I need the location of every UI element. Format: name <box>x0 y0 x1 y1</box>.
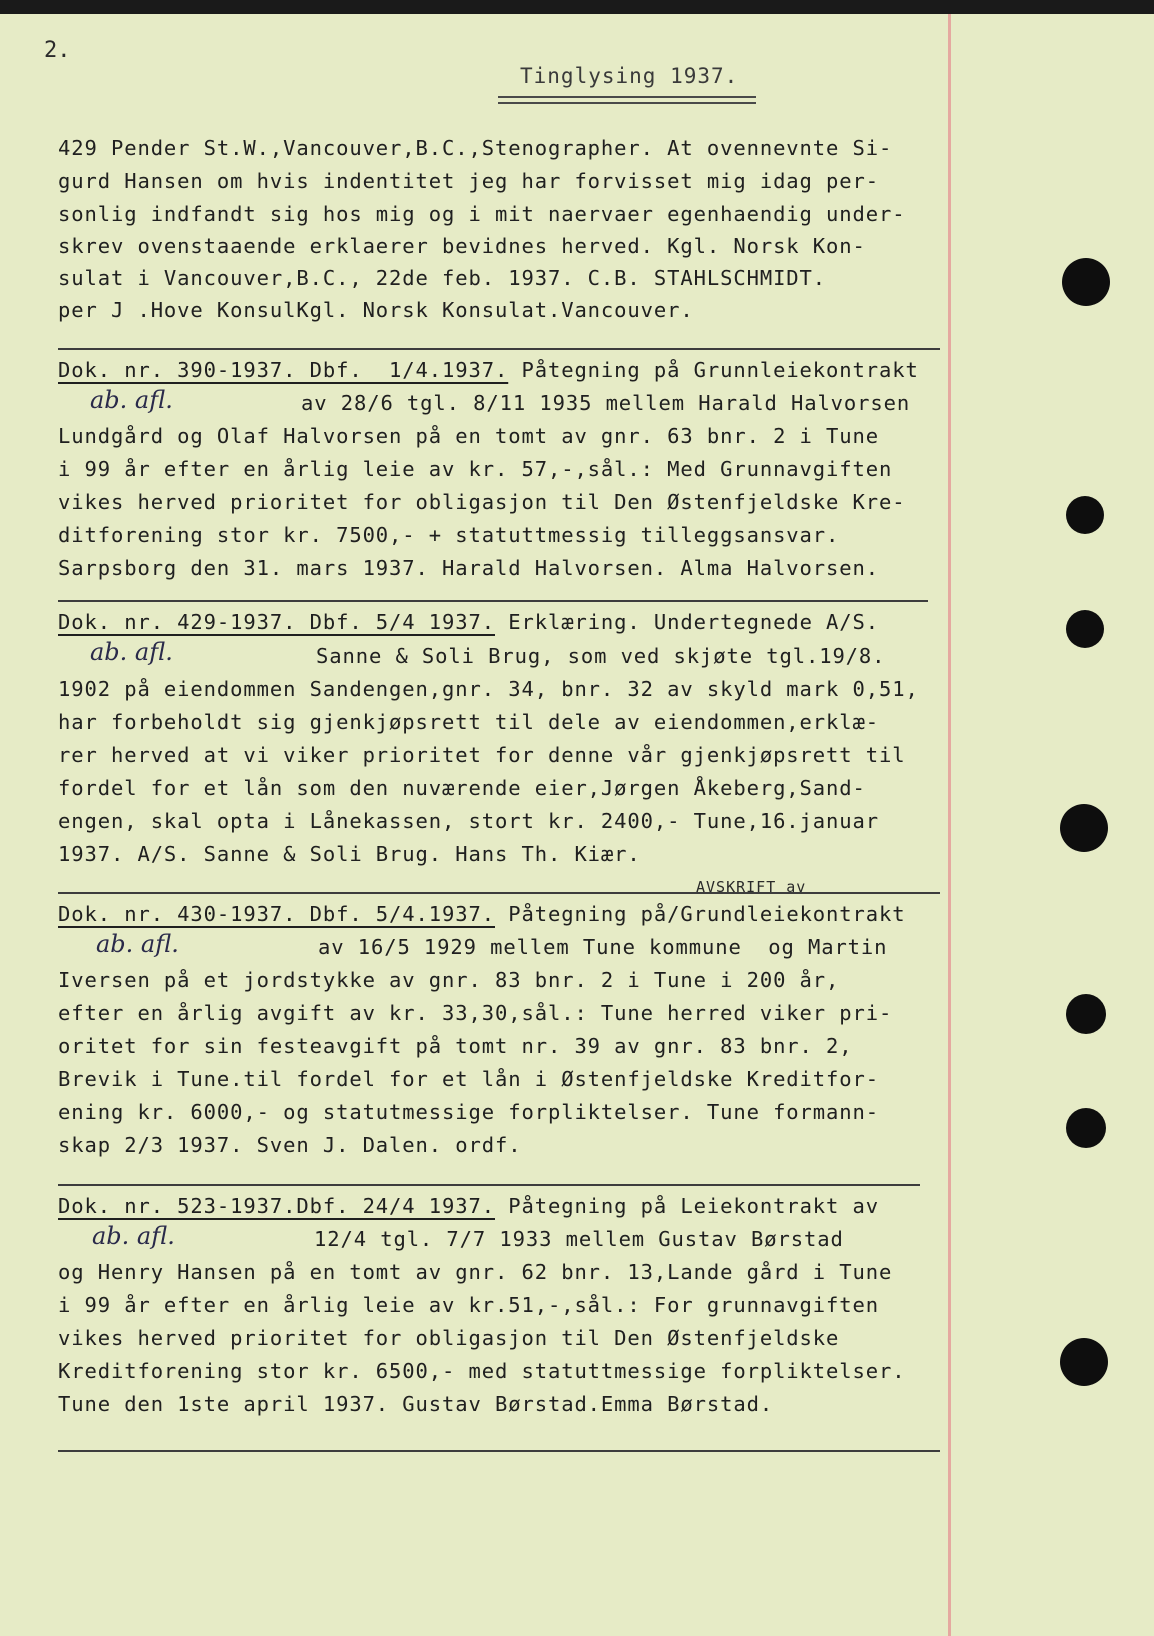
intro-line: skrev ovenstaaende erklaerer bevidnes herved. Kgl. Norsk Kon- <box>58 234 866 258</box>
separator-rule <box>58 892 940 894</box>
separator-rule <box>58 600 928 602</box>
punch-hole <box>1060 804 1108 852</box>
entry-line: efter en årlig avgift av kr. 33,30,sål.: Tune herred viker pri- <box>58 1001 893 1025</box>
separator-rule <box>58 348 940 350</box>
separator-rule <box>58 1450 940 1452</box>
separator-rule <box>58 1184 920 1186</box>
entry-line: av 16/5 1929 mellem Tune kommune og Martin <box>318 935 888 959</box>
entry-line: 12/4 tgl. 7/7 1933 mellem Gustav Børstad <box>314 1227 844 1251</box>
handwritten-note: ab. afl. <box>96 930 179 958</box>
intro-line: sulat i Vancouver,B.C., 22de feb. 1937. C.B. STAHLSCHMIDT. <box>58 266 827 290</box>
handwritten-note: ab. afl. <box>90 638 173 666</box>
punch-hole <box>1066 496 1104 534</box>
entry-line: av 28/6 tgl. 8/11 1935 mellem Harald Halvorsen <box>301 391 911 415</box>
entry-line: Iversen på et jordstykke av gnr. 83 bnr. 2 i Tune i 200 år, <box>58 968 840 992</box>
entry-line: skap 2/3 1937. Sven J. Dalen. ordf. <box>58 1133 522 1157</box>
intro-line: 429 Pender St.W.,Vancouver,B.C.,Stenographer. At ovennevnte Si- <box>58 136 893 160</box>
document-reference: Dok. nr. 390-1937. Dbf. 1/4.1937. <box>58 358 509 382</box>
punch-hole <box>1066 610 1104 648</box>
page-header: Tinglysing 1937. <box>520 64 739 88</box>
entry-line: engen, skal opta i Lånekassen, stort kr. 2400,- Tune,16.januar <box>58 809 880 833</box>
entry-line: vikes herved prioritet for obligasjon til Den Østenfjeldske Kre- <box>58 490 906 514</box>
entry-line: 1902 på eiendommen Sandengen,gnr. 34, bnr. 32 av skyld mark 0,51, <box>58 677 919 701</box>
entry-heading <box>58 610 879 634</box>
entry-heading <box>58 1194 879 1218</box>
entry-title: Påtegning på Leiekontrakt av <box>495 1194 880 1218</box>
entry-title: Påtegning på/Grundleiekontrakt <box>495 902 906 926</box>
entry-line: i 99 år efter en årlig leie av kr.51,-,sål.: For grunnavgiften <box>58 1293 880 1317</box>
document-reference: Dok. nr. 429-1937. Dbf. 5/4 1937. <box>58 610 495 634</box>
entry-line: og Henry Hansen på en tomt av gnr. 62 bnr. 13,Lande gård i Tune <box>58 1260 893 1284</box>
handwritten-note: ab. afl. <box>92 1222 175 1250</box>
document-page <box>0 14 1154 1636</box>
entry-line: Sanne & Soli Brug, som ved skjøte tgl.19/8. <box>316 644 886 668</box>
punch-hole <box>1066 994 1106 1034</box>
punch-hole <box>1062 258 1110 306</box>
entry-line: Tune den 1ste april 1937. Gustav Børstad.Emma Børstad. <box>58 1392 774 1416</box>
document-reference: Dok. nr. 430-1937. Dbf. 5/4.1937. <box>58 902 495 926</box>
entry-line: 1937. A/S. Sanne & Soli Brug. Hans Th. Kiær. <box>58 842 641 866</box>
page-number: 2. <box>44 38 71 63</box>
entry-line: fordel for et lån som den nuværende eier,Jørgen Åkeberg,Sand- <box>58 776 866 800</box>
entry-line: Lundgård og Olaf Halvorsen på en tomt av gnr. 63 bnr. 2 i Tune <box>58 424 880 448</box>
entry-heading <box>58 358 919 382</box>
entry-line: Kreditforening stor kr. 6500,- med statuttmessige forpliktelser. <box>58 1359 906 1383</box>
entry-line: vikes herved prioritet for obligasjon til Den Østenfjeldske <box>58 1326 840 1350</box>
entry-line: i 99 år efter en årlig leie av kr. 57,-,sål.: Med Grunnavgiften <box>58 457 893 481</box>
handwritten-note: ab. afl. <box>90 386 173 414</box>
margin-line <box>948 14 951 1636</box>
entry-line: Brevik i Tune.til fordel for et lån i Østenfjeldske Kreditfor- <box>58 1067 880 1091</box>
header-rule <box>498 102 756 104</box>
entry-line: ening kr. 6000,- og statutmessige forpliktelser. Tune formann- <box>58 1100 880 1124</box>
intro-line: gurd Hansen om hvis indentitet jeg har forvisset mig idag per- <box>58 169 880 193</box>
entry-title: Påtegning på Grunnleiekontrakt <box>508 358 919 382</box>
header-rule <box>498 96 756 98</box>
document-reference: Dok. nr. 523-1937.Dbf. 24/4 1937. <box>58 1194 495 1218</box>
intro-line: per J .Hove KonsulKgl. Norsk Konsulat.Vancouver. <box>58 298 694 322</box>
entry-title: Erklæring. Undertegnede A/S. <box>495 610 880 634</box>
copy-stamp: AVSKRIFT av <box>696 878 807 896</box>
entry-line: har forbeholdt sig gjenkjøpsrett til dele av eiendommen,erklæ- <box>58 710 880 734</box>
punch-hole <box>1066 1108 1106 1148</box>
entry-line: Sarpsborg den 31. mars 1937. Harald Halvorsen. Alma Halvorsen. <box>58 556 880 580</box>
entry-line: oritet for sin festeavgift på tomt nr. 39 av gnr. 83 bnr. 2, <box>58 1034 853 1058</box>
intro-line: sonlig indfandt sig hos mig og i mit naervaer egenhaendig under- <box>58 202 906 226</box>
punch-hole <box>1060 1338 1108 1386</box>
entry-heading <box>58 902 906 926</box>
entry-line: ditforening stor kr. 7500,- + statuttmessig tilleggsansvar. <box>58 523 840 547</box>
entry-line: rer herved at vi viker prioritet for denne vår gjenkjøpsrett til <box>58 743 906 767</box>
